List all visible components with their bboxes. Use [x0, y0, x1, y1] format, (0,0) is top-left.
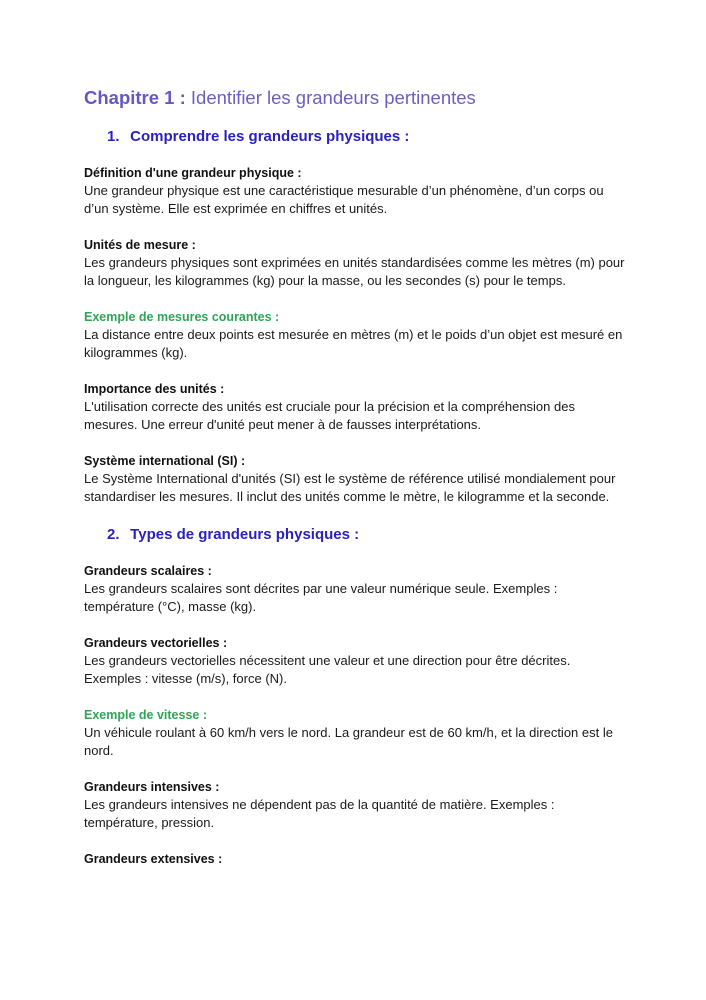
si-block	[84, 452, 629, 506]
term-label: Unités de mesure :	[84, 238, 196, 252]
term-description: Les grandeurs scalaires sont décrites par une valeur numérique seule. Exemples : température (°C), masse (kg).	[84, 581, 558, 614]
chapter-label: Chapitre 1 :	[84, 87, 186, 108]
example-description: Un véhicule roulant à 60 km/h vers le nord. La grandeur est de 60 km/h, et la direction est le nord.	[84, 725, 613, 758]
term-label: Grandeurs intensives :	[84, 780, 220, 794]
term-description: L'utilisation correcte des unités est cruciale pour la précision et la compréhension des mesures. Une erreur d'unité peut mener à de fausses interprétations.	[84, 399, 575, 432]
term-label: Grandeurs vectorielles :	[84, 636, 228, 650]
section-1	[84, 126, 629, 506]
definition-block	[84, 164, 629, 218]
term-description: Le Système International d'unités (SI) est le système de référence utilisé mondialement pour standardiser les mesures. Il inclut des unités comme le mètre, le kilogramme et la seconde.	[84, 471, 616, 504]
term-label: Grandeurs scalaires :	[84, 564, 212, 578]
vector-block	[84, 634, 629, 688]
term-description: Les grandeurs physiques sont exprimées en unités standardisées comme les mètres (m) pour la longueur, les kilogrammes (kg) pour la masse, ou les secondes (s) pour le temps.	[84, 255, 625, 288]
term-label: Importance des unités :	[84, 382, 225, 396]
section-2	[84, 524, 629, 868]
section-title: Types de grandeurs physiques :	[130, 526, 360, 543]
example-label: Exemple de mesures courantes :	[84, 310, 280, 324]
section-number: 2.	[107, 526, 120, 543]
section-title: Comprendre les grandeurs physiques :	[130, 128, 410, 145]
section-heading	[107, 126, 629, 148]
section-heading	[107, 524, 629, 546]
term-description: Une grandeur physique est une caractéristique mesurable d’un phénomène, d’un corps ou d’un système. Elle est exprimée en chiffres et unités.	[84, 183, 604, 216]
chapter-title-text: Identifier les grandeurs pertinentes	[190, 87, 476, 108]
document-page	[84, 84, 629, 886]
units-block	[84, 236, 629, 290]
importance-block	[84, 380, 629, 434]
term-label: Définition d'une grandeur physique :	[84, 166, 302, 180]
term-description: Les grandeurs intensives ne dépendent pas de la quantité de matière. Exemples : température, pression.	[84, 797, 555, 830]
section-number: 1.	[107, 128, 120, 145]
intensive-block	[84, 778, 629, 832]
term-description: Les grandeurs vectorielles nécessitent une valeur et une direction pour être décrites. Exemples : vitesse (m/s), force (N).	[84, 653, 571, 686]
chapter-title	[84, 84, 629, 112]
example-block	[84, 308, 629, 362]
term-label: Système international (SI) :	[84, 454, 246, 468]
scalar-block	[84, 562, 629, 616]
term-label: Grandeurs extensives :	[84, 852, 223, 866]
example-label: Exemple de vitesse :	[84, 708, 207, 722]
example-block	[84, 706, 629, 760]
example-description: La distance entre deux points est mesurée en mètres (m) et le poids d’un objet est mesuré en kilogrammes (kg).	[84, 327, 623, 360]
extensive-block	[84, 850, 629, 868]
